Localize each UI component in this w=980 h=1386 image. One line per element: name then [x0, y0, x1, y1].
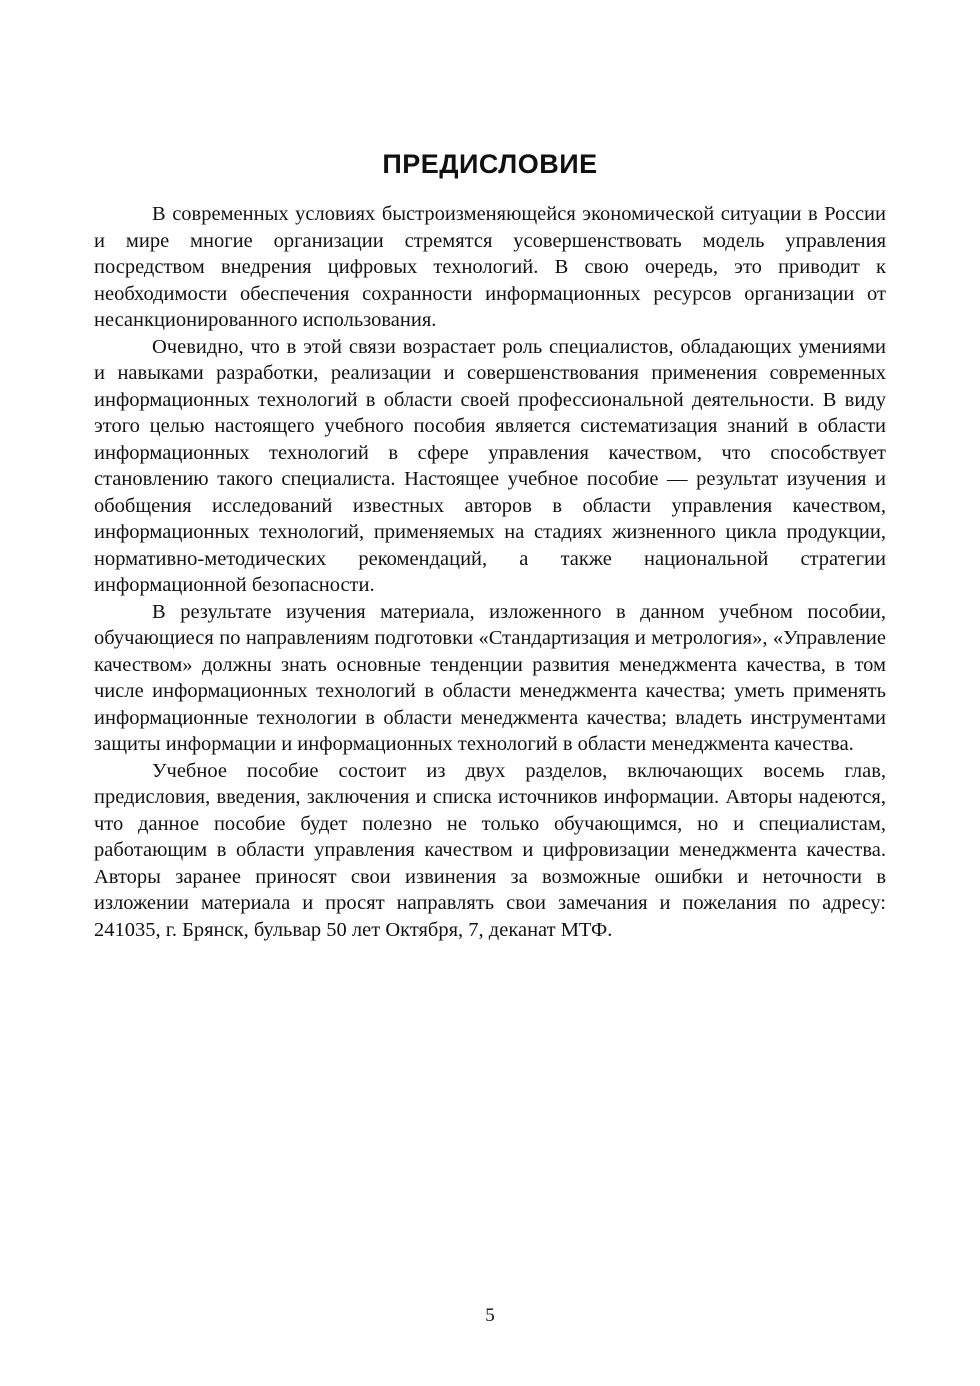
paragraph-2: Очевидно, что в этой связи возрастает роль специалистов, обладающих умениями и навыками разработки, реализации и совершенствования применения современных информационных технологий в области своей профессиональной деятельности. В виду этого целью настоящего учебного пособия является систематизация знаний в области информационных технологий в сфере управления качеством, что способствует становлению такого специалиста. Настоящее учебное пособие — результат изучения и обобщения исследований известных авторов в области управления качеством, информационных технологий, применяемых на стадиях жизненного цикла продукции, нормативно-методических рекомендаций, а также национальной стратегии информационной безопасности.	[94, 335, 886, 596]
page-title: ПРЕДИСЛОВИЕ	[382, 149, 598, 179]
page-number: 5	[485, 1305, 495, 1326]
body-text	[94, 201, 886, 943]
paragraph-3: В результате изучения материала, изложенного в данном учебном пособии, обучающиеся по направлениям подготовки «Стандартизация и метрология», «Управление качеством» должны знать основные тенденции развития менеджмента качества, в том числе информационных технологий в области менеджмента качества; уметь применять информационные технологии в области менеджмента качества; владеть инструментами защиты информации и информационных технологий в области менеджмента качества.	[94, 600, 886, 755]
paragraph-1: В современных условиях быстроизменяющейся экономической ситуации в России и мире многие организации стремятся усовершенствовать модель управления посредством внедрения цифровых технологий. В свою очередь, это приводит к необходимости обеспечения сохранности информационных ресурсов организации от несанкционированного использования.	[94, 203, 886, 331]
paragraph-4: Учебное пособие состоит из двух разделов, включающих восемь глав, предисловия, введения, заключения и списка источников информации. Авторы надеются, что данное пособие будет полезно не только обучающимся, но и специалистам, работающим в области управления качеством и цифровизации менеджмента качества. Авторы заранее приносят свои извинения за возможные ошибки и неточности в изложении материала и просят направлять свои замечания и пожелания по адресу: 241035, г. Брянск, бульвар 50 лет Октября, 7, деканат МТФ.	[94, 759, 886, 941]
